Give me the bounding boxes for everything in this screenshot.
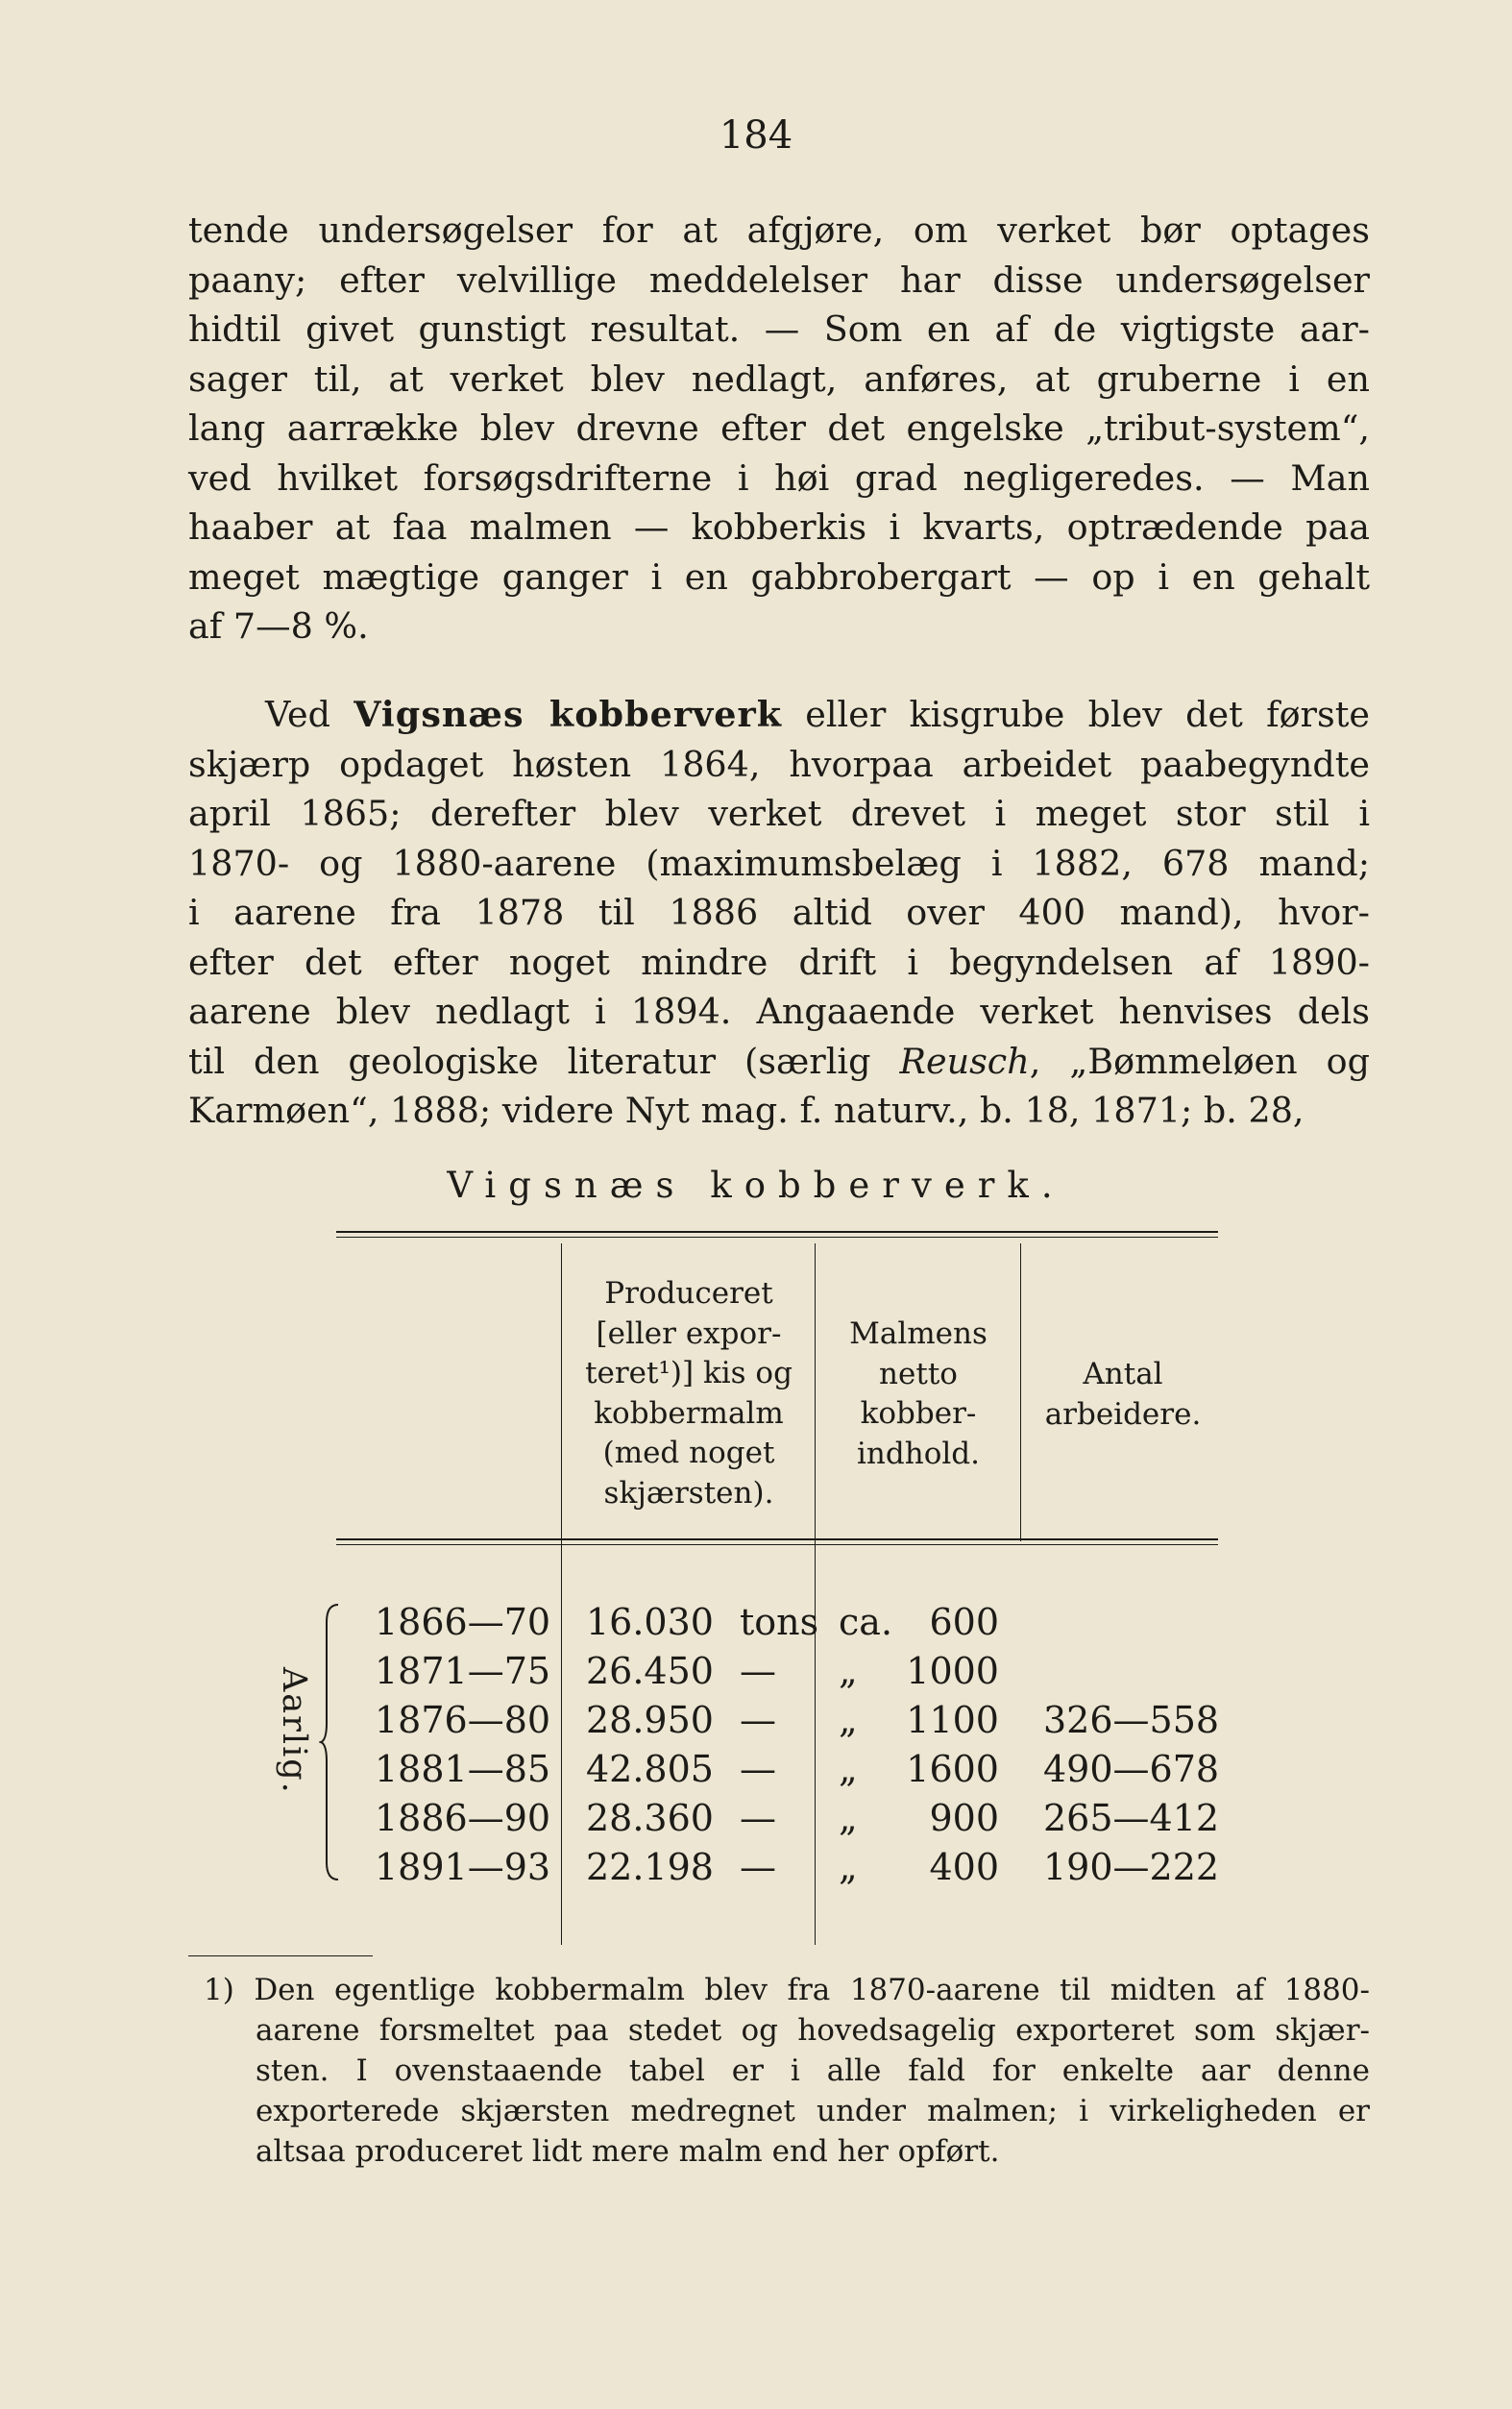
table-row bbox=[0, 1601, 1512, 1650]
text-segment: , „Bømmeløen og bbox=[1029, 1040, 1371, 1082]
text-segment: Ved bbox=[265, 694, 354, 735]
text-segment: eller kisgrube blev det første bbox=[782, 694, 1371, 735]
cell-produced: 28.360 bbox=[586, 1797, 714, 1839]
cell-produced: 28.950 bbox=[586, 1699, 714, 1741]
cell-period: 1866—70 bbox=[375, 1601, 551, 1643]
italic-author: Reusch bbox=[899, 1040, 1030, 1082]
header-line: netto bbox=[879, 1356, 958, 1391]
text-line: meget mægtige ganger i en gabbrobergart — op i en gehalt bbox=[188, 555, 1370, 598]
paragraph-2 bbox=[188, 690, 1370, 1136]
cell-period: 1876—80 bbox=[375, 1699, 551, 1741]
bold-term: Vigsnæs kobberverk bbox=[354, 694, 783, 735]
cell-produced: 26.450 bbox=[586, 1650, 714, 1692]
footnote-rule bbox=[188, 1955, 373, 1956]
text-line: haaber at faa malmen — kobberkis i kvarts, optrædende paa bbox=[188, 506, 1370, 548]
text-line: ved hvilket forsøgsdrifterne i høi grad negligeredes. — Man bbox=[188, 456, 1370, 499]
text-segment: til den geologiske literatur (særlig bbox=[188, 1040, 900, 1082]
cell-metal: 400 bbox=[929, 1846, 999, 1888]
cell-prefix: ca. bbox=[839, 1601, 893, 1643]
text-line: 1870- og 1880-aarene (maximumsbelæg i 1882, 678 mand; bbox=[188, 842, 1370, 884]
text-line: paany; efter velvillige meddelelser har disse undersøgelser bbox=[188, 258, 1370, 301]
cell-metal: 900 bbox=[929, 1797, 999, 1839]
cell-metal: 1100 bbox=[906, 1699, 999, 1741]
cell-unit: — bbox=[740, 1797, 776, 1839]
footnote-text: Den egentlige kobbermalm blev fra 1870-aarene til midten af 1880- bbox=[254, 1973, 1370, 2007]
header-line: Produceret bbox=[604, 1276, 773, 1311]
cell-period: 1886—90 bbox=[375, 1797, 551, 1839]
page-number: 184 bbox=[719, 113, 793, 158]
cell-period: 1891—93 bbox=[375, 1846, 551, 1888]
footnote-line: aarene forsmeltet paa stedet og hovedsagelig exporteret som skjær- bbox=[256, 2013, 1370, 2048]
footnote-line: altsaa produceret lidt mere malm end her opført. bbox=[256, 2134, 1000, 2169]
header-line: teret¹)] kis og bbox=[585, 1356, 793, 1390]
text-line: skjærp opdaget høsten 1864, hvorpaa arbeidet paabegyndte bbox=[188, 743, 1370, 785]
cell-workers: 190—222 bbox=[1043, 1846, 1220, 1888]
text-line bbox=[188, 1037, 1370, 1087]
cell-unit: — bbox=[740, 1699, 776, 1741]
table-title: Vigsnæs kobberverk. bbox=[447, 1165, 1065, 1206]
cell-prefix: „ bbox=[839, 1846, 858, 1888]
footnote-line: exporterede skjærsten medregnet under malmen; i virkeligheden er bbox=[256, 2094, 1370, 2128]
cell-workers: 490—678 bbox=[1043, 1748, 1220, 1790]
cell-metal: 1600 bbox=[906, 1748, 999, 1790]
cell-metal: 600 bbox=[929, 1601, 999, 1643]
header-metal bbox=[817, 1315, 1020, 1474]
table-row bbox=[0, 1699, 1512, 1748]
cell-period: 1871—75 bbox=[375, 1650, 551, 1692]
text-line: tende undersøgelser for at afgjøre, om verket bør optages bbox=[188, 209, 1370, 251]
header-line: indhold. bbox=[857, 1436, 980, 1471]
cell-unit: — bbox=[740, 1748, 776, 1790]
cell-period: 1881—85 bbox=[375, 1748, 551, 1790]
table-row bbox=[0, 1748, 1512, 1797]
cell-produced: 42.805 bbox=[586, 1748, 714, 1790]
cell-prefix: „ bbox=[839, 1650, 858, 1692]
text-line: Karmøen“, 1888; videre Nyt mag. f. naturv., b. 18, 1871; b. 28, bbox=[188, 1090, 1305, 1131]
header-bottom-rule-thin bbox=[336, 1544, 1218, 1545]
text-line: efter det efter noget mindre drift i begyndelsen af 1890- bbox=[188, 941, 1370, 983]
header-line: kobbermalm bbox=[594, 1395, 784, 1431]
header-line: skjærsten). bbox=[603, 1475, 774, 1511]
footnote-line: sten. I ovenstaaende tabel er i alle fald for enkelte aar denne bbox=[256, 2053, 1370, 2088]
cell-prefix: „ bbox=[839, 1699, 858, 1741]
table-row bbox=[0, 1797, 1512, 1846]
table-top-rule-thin bbox=[336, 1237, 1218, 1238]
header-line: kobber- bbox=[860, 1396, 977, 1431]
cell-prefix: „ bbox=[839, 1748, 858, 1790]
paragraph-1 bbox=[188, 206, 1370, 651]
cell-workers: 265—412 bbox=[1043, 1797, 1220, 1839]
header-line: Antal bbox=[1083, 1357, 1163, 1391]
text-line: sager til, at verket blev nedlagt, anføres, at gruberne i en bbox=[188, 357, 1370, 400]
cell-produced: 22.198 bbox=[586, 1846, 714, 1888]
text-line: lang aarrække blev drevne efter det engelske „tribut-system“, bbox=[188, 407, 1370, 449]
text-line: hidtil givet gunstigt resultat. — Som en af de vigtigste aar- bbox=[188, 308, 1370, 350]
header-workers bbox=[1022, 1355, 1224, 1435]
text-line bbox=[188, 690, 1370, 740]
text-line: aarene blev nedlagt i 1894. Angaaende verket henvises dels bbox=[188, 991, 1370, 1032]
header-bottom-rule bbox=[336, 1538, 1218, 1540]
text-line: af 7—8 %. bbox=[188, 605, 369, 647]
row-group-label: Aarlig. bbox=[275, 1667, 313, 1795]
text-line: april 1865; derefter blev verket drevet i meget stor stil i bbox=[188, 793, 1370, 834]
cell-prefix: „ bbox=[839, 1797, 858, 1839]
cell-unit: — bbox=[740, 1846, 776, 1888]
cell-produced: 16.030 bbox=[586, 1601, 714, 1643]
header-line: (med noget bbox=[602, 1436, 775, 1470]
column-divider bbox=[1020, 1243, 1021, 1541]
table-row bbox=[0, 1846, 1512, 1895]
footnote bbox=[204, 1970, 1370, 2172]
text-line: i aarene fra 1878 til 1886 altid over 400 mand), hvor- bbox=[188, 892, 1370, 933]
cell-workers: 326—558 bbox=[1043, 1699, 1220, 1741]
cell-unit: tons bbox=[740, 1601, 819, 1643]
table-row bbox=[0, 1650, 1512, 1699]
cell-unit: — bbox=[740, 1650, 776, 1692]
footnote-marker: 1) bbox=[204, 1973, 234, 2007]
header-line: Malmens bbox=[849, 1316, 988, 1351]
header-line: [eller expor- bbox=[596, 1315, 782, 1351]
table-top-rule bbox=[336, 1231, 1218, 1233]
cell-metal: 1000 bbox=[906, 1650, 999, 1692]
header-produced bbox=[563, 1274, 815, 1513]
header-line: arbeidere. bbox=[1044, 1396, 1202, 1432]
footnote-line bbox=[204, 1970, 1370, 2010]
